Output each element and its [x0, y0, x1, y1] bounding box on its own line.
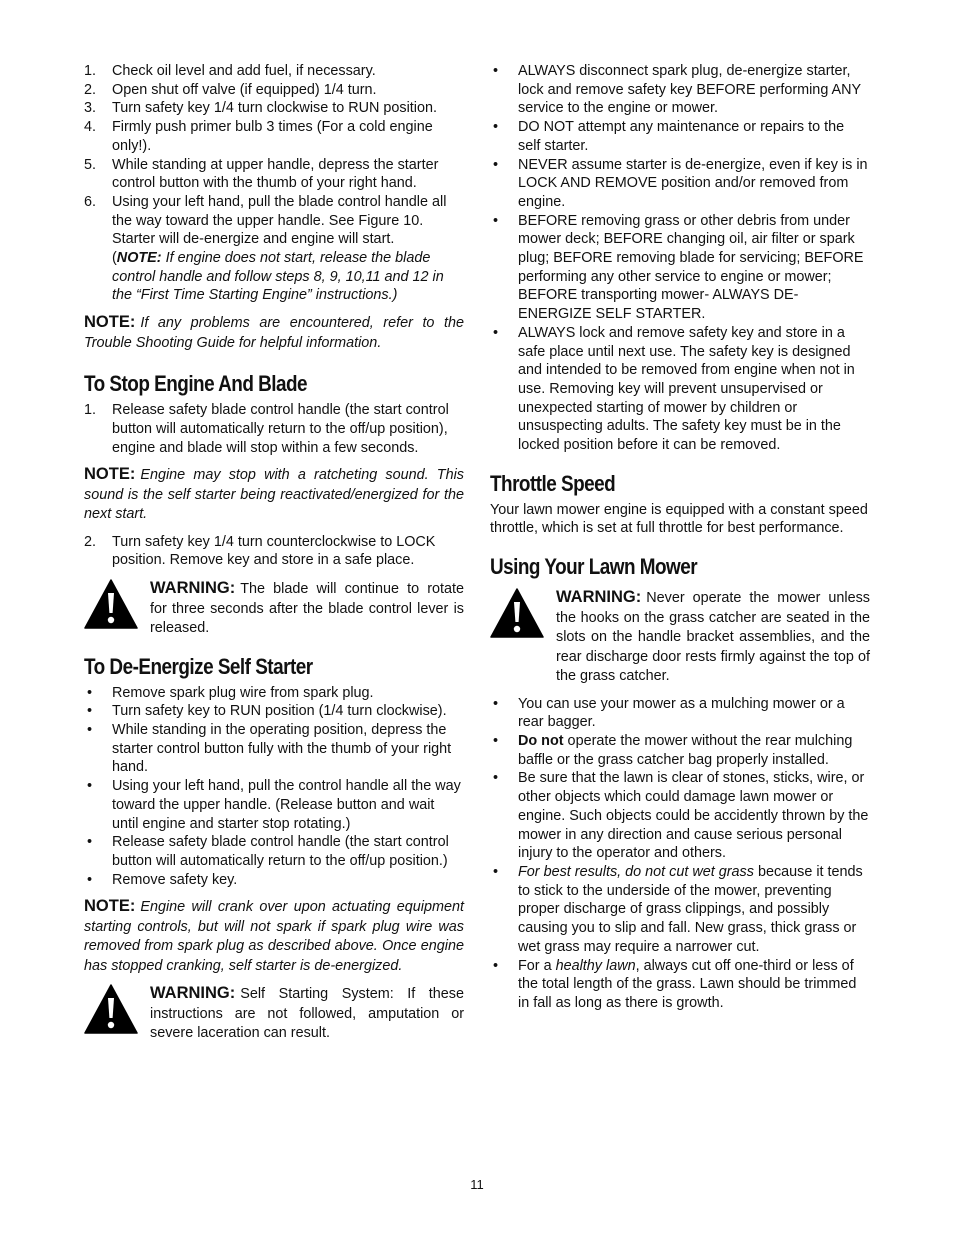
list-item: • Turn safety key to RUN position (1/4 turn clockwise). [87, 703, 447, 720]
right-column [490, 62, 870, 1013]
list-item: • Remove spark plug wire from spark plug. [87, 684, 374, 701]
warning-blade-rotation: WARNING: The blade will continue to rotate for three seconds after the blade control lever is released. [84, 579, 464, 639]
heading-throttle-speed: Throttle Speed [490, 470, 616, 496]
list-item: • DO NOT attempt any maintenance or repairs to the self starter. [493, 119, 845, 154]
list-item: • While standing in the operating position, depress the starter control button fully with the thumb of your right hand. [87, 722, 452, 776]
page-number: 11 [470, 1177, 484, 1192]
list-item: • You can use your mower as a mulching mower or a rear bagger. [493, 695, 845, 731]
list-item: • Remove safety key. [87, 871, 238, 888]
warning-triangle-icon [84, 579, 138, 629]
list-item: • For a healthy lawn, always cut off one-third or less of the total length of the grass. Lawn should be trimmed in fall as long as there is growth. [493, 957, 857, 1011]
list-item: • Be sure that the lawn is clear of stones, sticks, wire, or other objects which could damage lawn mower or engine. Such objects could be accidently thrown by the mower in any direction and cause serious personal injury to the operator and others. [493, 770, 869, 862]
list-item: 2. Open shut off valve (if equipped) 1/4 turn. [84, 81, 377, 98]
de-energize-list [84, 684, 464, 890]
list-item: • NEVER assume starter is de-energize, even if key is in LOCK AND REMOVE position and/or removed from engine. [493, 156, 868, 210]
mowing-tips-list [490, 695, 870, 1013]
throttle-paragraph: Your lawn mower engine is equipped with a constant speed throttle, which is set at full throttle for best performance. [490, 501, 868, 537]
list-item: 1. Check oil level and add fuel, if necessary. [84, 63, 376, 79]
note-trouble-shooting: NOTE: If any problems are encountered, refer to the Trouble Shooting Guide for helpful information. [84, 313, 464, 351]
warning-self-starting: WARNING: Self Starting System: If these instructions are not followed, amputation or severe laceration can result. [84, 984, 464, 1044]
list-item: • ALWAYS disconnect spark plug, de-energize starter, lock and remove safety key BEFORE performing ANY service to the engine or mower. [493, 63, 861, 117]
list-item: • Do not operate the mower without the rear mulching baffle or the grass catcher bag properly installed. [493, 733, 853, 768]
inline-note-label: NOTE: [116, 250, 162, 267]
heading-using-mower: Using Your Lawn Mower [490, 554, 698, 580]
list-item: 5. While standing at upper handle, depress the starter control button with the thumb of your right hand. [84, 156, 439, 192]
stop-steps-list-continued [84, 533, 464, 570]
starting-steps-list [84, 62, 464, 305]
stop-steps-list [84, 401, 464, 457]
list-item: • For best results, do not cut wet grass because it tends to stick to the underside of the mower, preventing proper discharge of grass clippings, and possibly causing you to slip and fall. New grass, thick grass or wet grass may require a narrower cut. [493, 864, 863, 955]
warning-triangle-icon [490, 588, 544, 638]
heading-stop-engine: To Stop Engine And Blade [84, 371, 308, 397]
safety-list [490, 62, 870, 455]
note-ratcheting: NOTE: Engine may stop with a ratcheting sound. This sound is the self starter being reactivated/energized for the next start. [84, 465, 464, 523]
note-engine-crank: NOTE: Engine will crank over upon actuating equipment starting controls, but will not spark if spark plug wire was removed from spark plug as described above. Once engine has stopped cranking, self starter is de-energized. [84, 897, 464, 974]
list-item: 2. Turn safety key 1/4 turn counterclockwise to LOCK position. Remove key and store in a safe place. [84, 533, 436, 569]
warning-triangle-icon [84, 984, 138, 1034]
list-item: • ALWAYS lock and remove safety key and store in a safe place until next use. The safety key is designed and intended to be removed from engine when not in use. Removing key will prevent unsupervised or unexpected starting of mower by children or unsuspecting adults. The safety key must be in the locked position before it can be removed. [493, 324, 855, 454]
list-item: • Using your left hand, pull the control handle all the way toward the upper handle. (Release button and wait until engine and starter stop rotating.) [87, 778, 461, 832]
list-item: 3. Turn safety key 1/4 turn clockwise to RUN position. [84, 100, 437, 117]
heading-de-energize: To De-Energize Self Starter [84, 653, 313, 679]
left-column [84, 62, 464, 1044]
warning-grass-catcher: WARNING: Never operate the mower unless the hooks on the grass catcher are seated in the slots on the handle bracket assemblies, and the rear discharge door rests firmly against the top of the grass catcher. [490, 588, 870, 687]
list-item: • Release safety blade control handle (the start control button will automatically return to the off/up position.) [87, 834, 449, 869]
list-item: 6. Using your left hand, pull the blade control handle all the way toward the upper handle. See Figure 10. Starter will de-energize and engine will start. (NOTE: If engine does not start, release the blade control handle and follow steps 8, 9, 10,11 and 12 in the “First Time Starting Engine” instructions.) [84, 193, 447, 304]
list-item: • BEFORE removing grass or other debris from under mower deck; BEFORE changing oil, air filter or spark plug; BEFORE removing blade for servicing; BEFORE performing any other service to engine or mower; BEFORE transporting mower- ALWAYS DE-ENERGIZE SELF STARTER. [493, 212, 864, 323]
list-item: 4. Firmly push primer bulb 3 times (For a cold engine only!). [84, 119, 433, 154]
list-item: 1. Release safety blade control handle (the start control button will automatically return to the off/up position), engine and blade will stop within a few seconds. [84, 402, 449, 456]
